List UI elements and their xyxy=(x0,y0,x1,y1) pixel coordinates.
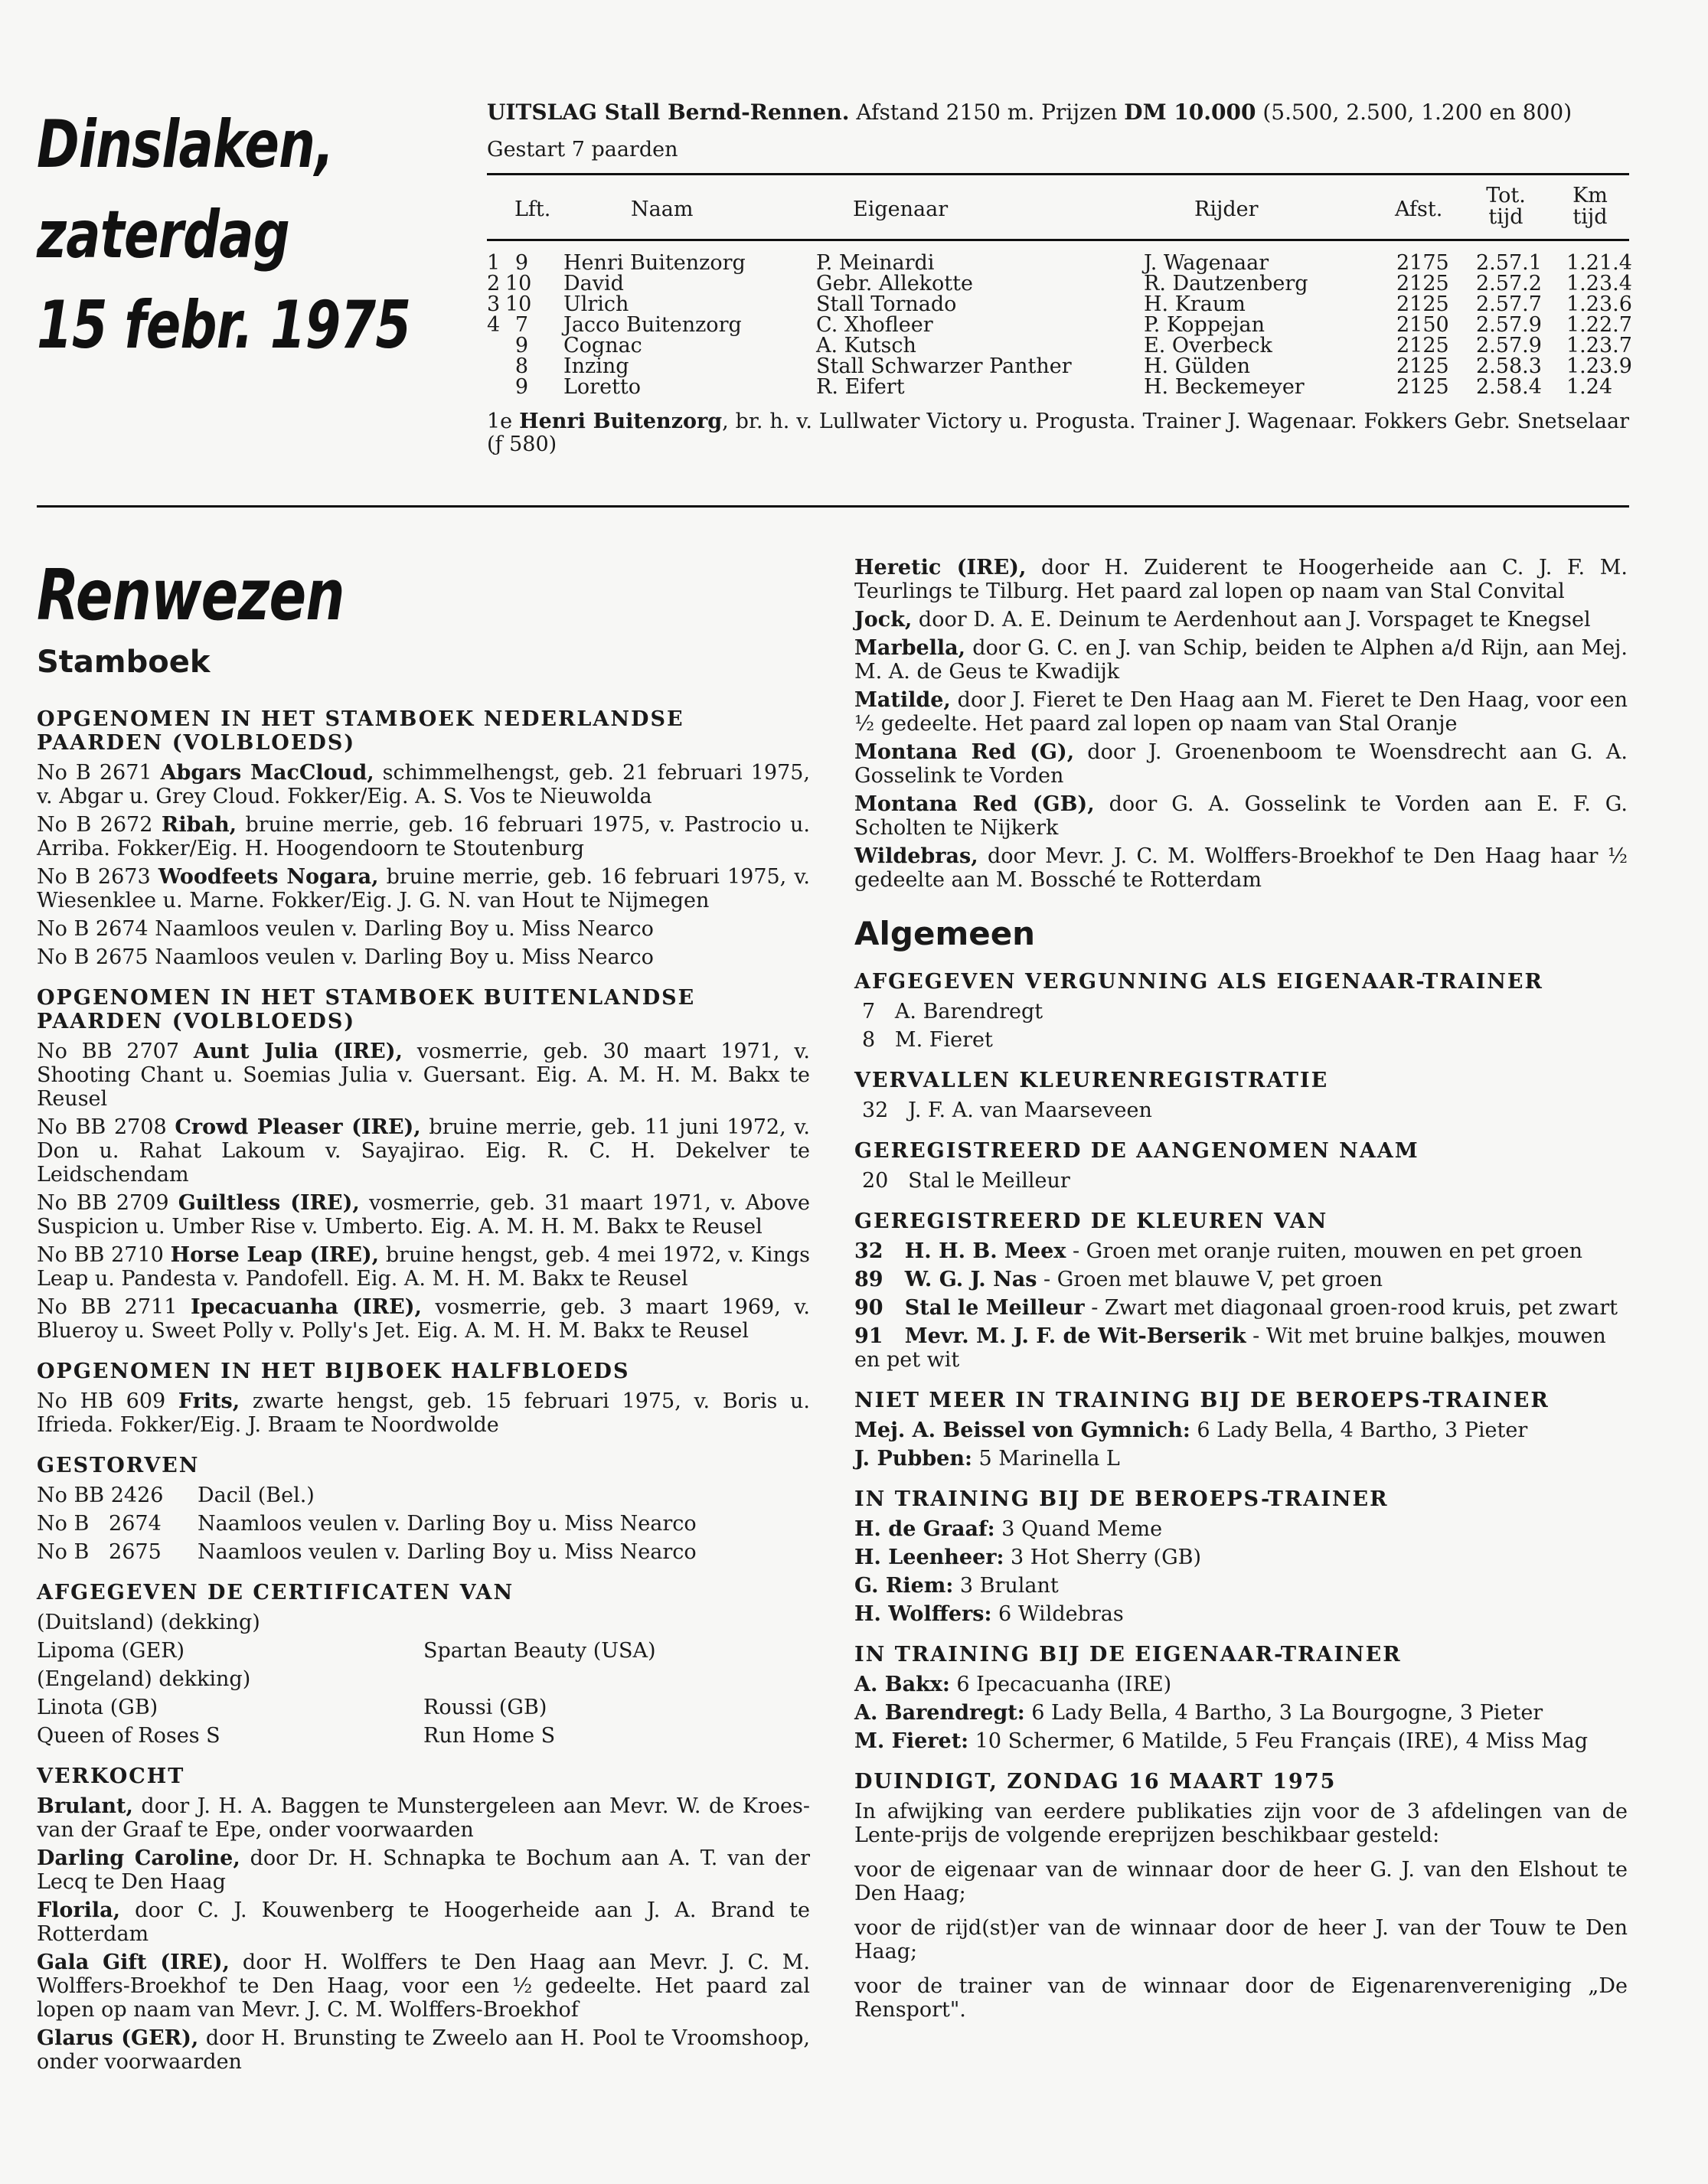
result-cell-rider: E. Overbeck xyxy=(1144,334,1272,357)
result-cell-km: 1.23.9 xyxy=(1566,354,1632,378)
stamboek-bb-entry-bold: Horse Leap (IRE), xyxy=(170,1243,380,1267)
stamboek-bb-entry-bold: Aunt Julia (IRE), xyxy=(193,1040,403,1063)
stamboek-entry-bold: Abgars MacCloud, xyxy=(160,761,374,785)
result-cell-tot: 2.57.1 xyxy=(1476,251,1542,275)
section-training-beroeps: IN TRAINING BIJ DE BEROEPS-TRAINER xyxy=(854,1487,1389,1511)
verkocht-entry-bold: Brulant, xyxy=(37,1794,133,1818)
certificaat-left: Queen of Roses S xyxy=(37,1724,220,1748)
verkocht-entry-bold: Wildebras, xyxy=(854,844,978,868)
result-cell-age: 9 xyxy=(514,375,528,399)
result-started: Gestart 7 paarden xyxy=(487,138,678,162)
section-training-eigenaar-entry xyxy=(854,1729,1628,1753)
section-stamboek-buitenland: OPGENOMEN IN HET STAMBOEK BUITENLANDSE PAARDEN (VOLBLOEDS) xyxy=(37,986,696,1033)
section-training-beroeps-entry xyxy=(854,1574,1628,1598)
result-intro-bold: UITSLAG Stall Bernd-Rennen. xyxy=(487,100,850,125)
section-certificaten: AFGEGEVEN DE CERTIFICATEN VAN xyxy=(37,1581,514,1605)
stamboek-bb-entry xyxy=(37,1243,810,1291)
certificaat-row xyxy=(37,1696,810,1719)
section-niet-meer-training-entry-bold: Mej. A. Beissel von Gymnich: xyxy=(854,1418,1190,1442)
certificaat-row xyxy=(37,1724,810,1748)
result-cell-owner: Stall Schwarzer Panther xyxy=(816,354,1072,378)
stamboek-entry-rest: Naamloos veulen v. Darling Boy u. Miss Nearco xyxy=(155,917,654,941)
section-training-beroeps-entry-bold: H. de Graaf: xyxy=(854,1517,995,1541)
kleuren-owner: 89 W. G. J. Nas xyxy=(854,1268,1037,1291)
stamboek-entry-rest: bruine merrie, geb. 16 februari 1975, v. Wiesenklee u. Marne. Fokker/Eig. J. G. N. van Hout te Nijmegen xyxy=(37,865,810,912)
kleuren-desc: - Groen met blauwe V, pet groen xyxy=(1037,1268,1383,1291)
certificaat-left: (Engeland) dekking) xyxy=(37,1667,251,1691)
stamboek-entry xyxy=(37,917,810,941)
verkocht-entry xyxy=(854,792,1628,840)
winner-note-name: Henri Buitenzorg xyxy=(519,410,723,433)
stamboek-entry-rest: bruine merrie, geb. 16 februari 1975, v. Pastrocio u. Arriba. Fokker/Eig. H. Hoogendoorn te Stoutenburg xyxy=(37,813,810,860)
result-cell-dist: 2150 xyxy=(1396,313,1449,337)
section-stamboek-nl: OPGENOMEN IN HET STAMBOEK NEDERLANDSE PAARDEN (VOLBLOEDS) xyxy=(37,707,684,755)
result-cell-rider: J. Wagenaar xyxy=(1144,251,1269,275)
result-cell-name: Cognac xyxy=(563,334,642,357)
verkocht-entry-rest: door J. Fieret te Den Haag aan M. Fieret te Den Haag, voor een ½ gedeelte. Het paard zal lopen op naam van Stal Oranje xyxy=(854,688,1628,736)
stamboek-bb-entry-rest: vosmerrie, geb. 3 maart 1969, v. Blueroy u. Sweet Polly v. Polly's Jet. Eig. A. M. H. M. Bakx te Reusel xyxy=(37,1295,810,1343)
stamboek-bb-entry-id: No BB 2707 xyxy=(37,1040,194,1063)
result-cell-name: Jacco Buitenzorg xyxy=(563,313,742,337)
kleuren-owner: 91 Mevr. M. J. F. de Wit-Berserik xyxy=(854,1324,1246,1348)
result-cell-km: 1.24 xyxy=(1566,375,1613,399)
result-cell-dist: 2125 xyxy=(1396,334,1449,357)
result-header-rule xyxy=(487,239,1629,241)
result-cell-age: 9 xyxy=(514,251,528,275)
verkocht-entry-bold: Jock, xyxy=(854,608,913,632)
stamboek-bb-entry-id: No BB 2709 xyxy=(37,1191,178,1215)
section-training-eigenaar-entry-rest: 10 Schermer, 6 Matilde, 5 Feu Français (IRE), 4 Miss Mag xyxy=(968,1729,1588,1753)
duindigt-paragraph: voor de trainer van de winnaar door de Eigenarenvereniging „De Rensport". xyxy=(854,1974,1628,2022)
result-cell-age: 8 xyxy=(514,354,528,378)
kleuren-entry xyxy=(854,1268,1628,1291)
col-tot-tijd: Tot. tijd xyxy=(1486,184,1526,229)
verkocht-entry-rest: door J. H. A. Baggen te Munstergeleen aan Mevr. W. de Kroes-van der Graaf te Epe, onder voorwaarden xyxy=(37,1794,810,1842)
result-cell-km: 1.22.7 xyxy=(1566,313,1632,337)
certificaat-left: Linota (GB) xyxy=(37,1696,158,1719)
result-cell-rider: H. Kraum xyxy=(1144,292,1246,316)
verkocht-entry xyxy=(37,1898,810,1946)
winner-note xyxy=(487,410,1629,456)
section-training-eigenaar-entry-bold: A. Barendregt: xyxy=(854,1701,1025,1725)
section-niet-meer-training-entry xyxy=(854,1447,1628,1471)
result-cell-place: 1 xyxy=(487,251,501,275)
verkocht-entry-bold: Marbella, xyxy=(854,636,966,660)
section-training-beroeps-entry-bold: G. Riem: xyxy=(854,1574,954,1598)
result-intro-rest: Afstand 2150 m. Prijzen xyxy=(849,100,1125,125)
col-afst: Afst. xyxy=(1395,198,1443,221)
verkocht-entry xyxy=(854,688,1628,736)
stamboek-entry xyxy=(37,945,810,969)
verkocht-entry-bold: Montana Red (G), xyxy=(854,740,1075,764)
section-training-eigenaar-entry-bold: A. Bakx: xyxy=(854,1673,950,1696)
verkocht-entry xyxy=(37,1951,810,2022)
section-vergunning: AFGEGEVEN VERGUNNING ALS EIGENAAR-TRAINER xyxy=(854,970,1543,994)
gestorven-text: Naamloos veulen v. Darling Boy u. Miss Nearco xyxy=(198,1540,697,1564)
section-training-beroeps-entry xyxy=(854,1602,1628,1626)
bijboek-entry-bold: Frits, xyxy=(178,1389,240,1413)
section-vergunning-item: 7 A. Barendregt xyxy=(862,1000,1043,1023)
left-column xyxy=(37,690,810,2078)
col-naam: Naam xyxy=(631,198,694,221)
result-cell-rider: R. Dautzenberg xyxy=(1144,272,1308,295)
kleuren-desc: - Groen met oranje ruiten, mouwen en pet groen xyxy=(1066,1239,1583,1263)
stamboek-bb-entry-id: No BB 2711 xyxy=(37,1295,191,1319)
stamboek-entry-id: No B 2671 xyxy=(37,761,161,785)
verkocht-entry xyxy=(854,636,1628,684)
event-title xyxy=(37,100,410,371)
section-training-beroeps-entry xyxy=(854,1517,1628,1541)
result-cell-place: 3 xyxy=(487,292,501,316)
verkocht-entry-rest: door H. Wolffers te Den Haag aan Mevr. J. C. M. Wolffers-Broekhof te Den Haag, voor een ½ gedeelte. Het paard zal lopen op naam van Mevr. J. C. M. Wolffers-Broekhof xyxy=(37,1951,811,2022)
section-duindigt: DUINDIGT, ZONDAG 16 MAART 1975 xyxy=(854,1770,1337,1794)
gestorven-entry xyxy=(37,1512,810,1536)
section-niet-meer-training-entry-rest: 6 Lady Bella, 4 Bartho, 3 Pieter xyxy=(1190,1418,1528,1442)
duindigt-paragraph: voor de eigenaar van de winnaar door de heer G. J. van den Elshout te Den Haag; xyxy=(854,1858,1628,1905)
result-cell-tot: 2.58.4 xyxy=(1476,375,1542,399)
result-prize: DM 10.000 xyxy=(1124,100,1256,125)
kleuren-desc: - Wit met bruine balkjes, mouwen en pet wit xyxy=(854,1324,1606,1372)
result-top-rule xyxy=(487,173,1629,175)
kleuren-entry xyxy=(854,1296,1628,1320)
result-cell-dist: 2125 xyxy=(1396,354,1449,378)
stamboek-entry-id: No B 2675 xyxy=(37,945,155,969)
verkocht-entry-bold: Gala Gift (IRE), xyxy=(37,1951,230,1974)
duindigt-paragraph: voor de rijd(st)er van de winnaar door de heer J. van der Touw te Den Haag; xyxy=(854,1916,1628,1964)
section-training-beroeps-entry-bold: H. Leenheer: xyxy=(854,1546,1004,1569)
event-title-line-2: zaterdag xyxy=(37,197,290,273)
section-aangenomen-naam: GEREGISTREERD DE AANGENOMEN NAAM xyxy=(854,1139,1419,1163)
result-cell-place: 4 xyxy=(487,313,501,337)
result-cell-km: 1.23.6 xyxy=(1566,292,1632,316)
verkocht-entry-bold: Glarus (GER), xyxy=(37,2026,199,2050)
stamboek-bb-entry-rest: vosmerrie, geb. 30 maart 1971, v. Shooting Chant u. Soemias Julia v. Guersant. Eig. A. M. H. M. Bakx te Reusel xyxy=(37,1040,810,1111)
section-training-beroeps-entry-rest: 3 Hot Sherry (GB) xyxy=(1004,1546,1202,1569)
section-training-beroeps-entry xyxy=(854,1546,1628,1569)
stamboek-bb-entry-id: No BB 2710 xyxy=(37,1243,171,1267)
section-heading-algemeen: Algemeen xyxy=(854,915,1036,952)
section-niet-meer-training-entry-rest: 5 Marinella L xyxy=(972,1447,1120,1471)
section-vervallen: VERVALLEN KLEURENREGISTRATIE xyxy=(854,1069,1329,1092)
section-training-beroeps-entry-rest: 3 Brulant xyxy=(953,1574,1059,1598)
kleuren-owner: 90 Stal le Meilleur xyxy=(854,1296,1085,1320)
verkocht-entry-rest: door D. A. E. Deinum te Aerdenhout aan J. Vorspaget te Knegsel xyxy=(912,608,1591,632)
verkocht-entry-rest: door H. Brunsting te Zweelo aan H. Pool te Vroomshoop, onder voorwaarden xyxy=(37,2026,810,2074)
col-rijder: Rijder xyxy=(1194,198,1259,221)
verkocht-entry xyxy=(854,608,1628,632)
result-cell-name: Henri Buitenzorg xyxy=(563,251,746,275)
section-training-eigenaar: IN TRAINING BIJ DE EIGENAAR-TRAINER xyxy=(854,1643,1402,1667)
winner-note-prefix: 1e xyxy=(487,410,520,433)
section-training-eigenaar-entry-rest: 6 Lady Bella, 4 Bartho, 3 La Bourgogne, 3 Pieter xyxy=(1024,1701,1543,1725)
stamboek-bb-entry-bold: Guiltless (IRE), xyxy=(178,1191,360,1215)
kleuren-owner: 32 H. H. B. Meex xyxy=(854,1239,1066,1263)
stamboek-bb-entry-bold: Crowd Pleaser (IRE), xyxy=(175,1115,421,1139)
stamboek-bb-entry-rest: vosmerrie, geb. 31 maart 1971, v. Above Suspicion u. Umber Rise v. Umberto. Eig. A. M. H. M. Bakx te Reusel xyxy=(37,1191,810,1239)
result-cell-rider: H. Gülden xyxy=(1144,354,1250,378)
certificaat-left: (Duitsland) (dekking) xyxy=(37,1611,260,1634)
gestorven-entry xyxy=(37,1540,810,1564)
verkocht-entry-bold: Florila, xyxy=(37,1898,121,1922)
winner-note-rest: , br. h. v. Lullwater Victory u. Progusta. Trainer J. Wagenaar. Fokkers Gebr. Snetselaar (ƒ 580) xyxy=(487,410,1629,456)
section-training-beroeps-entry-rest: 6 Wildebras xyxy=(991,1602,1124,1626)
col-lft: Lft. xyxy=(514,198,551,221)
certificaat-left: Lipoma (GER) xyxy=(37,1639,185,1663)
certificaat-right: Spartan Beauty (USA) xyxy=(423,1639,656,1663)
bijboek-entry-rest: zwarte hengst, geb. 15 februari 1975, v. Boris u. Ifrieda. Fokker/Eig. J. Braam te Noordwolde xyxy=(37,1389,810,1437)
stamboek-entry-rest: schimmelhengst, geb. 21 februari 1975, v. Abgar u. Grey Cloud. Fokker/Eig. A. S. Vos te Nieuwolda xyxy=(37,761,811,808)
stamboek-bb-entry-rest: bruine merrie, geb. 11 juni 1972, v. Don u. Rahat Lakoum v. Sayajirao. Eig. R. C. H. Dekelver te Leidschendam xyxy=(37,1115,810,1187)
result-cell-owner: Stall Tornado xyxy=(816,292,957,316)
result-cell-km: 1.23.4 xyxy=(1566,272,1632,295)
event-title-line-3: 15 febr. 1975 xyxy=(37,287,411,364)
section-divider xyxy=(37,505,1629,508)
result-cell-age: 9 xyxy=(514,334,528,357)
stamboek-bb-entry xyxy=(37,1115,810,1187)
verkocht-entry-rest: door Mevr. J. C. M. Wolffers-Broekhof te Den Haag haar ½ gedeelte aan M. Bossché te Rotterdam xyxy=(854,844,1628,892)
verkocht-entry xyxy=(854,556,1628,603)
section-training-eigenaar-entry-bold: M. Fieret: xyxy=(854,1729,969,1753)
section-training-eigenaar-entry xyxy=(854,1673,1628,1696)
result-cell-age: 10 xyxy=(505,272,532,295)
certificaat-row xyxy=(37,1667,810,1691)
result-cell-name: David xyxy=(563,272,624,295)
stamboek-entry-bold: Woodfeets Nogara, xyxy=(158,865,379,889)
stamboek-bb-entry-bold: Ipecacuanha (IRE), xyxy=(190,1295,422,1319)
result-cell-rider: H. Beckemeyer xyxy=(1144,375,1305,399)
section-kleuren: GEREGISTREERD DE KLEUREN VAN xyxy=(854,1210,1328,1233)
gestorven-text: Naamloos veulen v. Darling Boy u. Miss Nearco xyxy=(198,1512,697,1536)
gestorven-id: No B 2674 xyxy=(37,1512,162,1536)
verkocht-entry-rest: door C. J. Kouwenberg te Hoogerheide aan J. A. Brand te Rotterdam xyxy=(37,1898,810,1946)
stamboek-bb-entry-rest: bruine hengst, geb. 4 mei 1972, v. Kings Leap u. Pandesta v. Pandofell. Eig. A. M. H. M. Bakx te Reusel xyxy=(37,1243,811,1291)
result-cell-dist: 2175 xyxy=(1396,251,1449,275)
right-column xyxy=(854,556,1628,2032)
verkocht-entry xyxy=(37,1794,810,1842)
stamboek-bb-entry-id: No BB 2708 xyxy=(37,1115,175,1139)
section-heading-renwezen: Renwezen xyxy=(37,554,345,636)
stamboek-bb-entry xyxy=(37,1191,810,1239)
result-cell-rider: P. Koppejan xyxy=(1144,313,1265,337)
section-training-eigenaar-entry xyxy=(854,1701,1628,1725)
verkocht-entry-bold: Matilde, xyxy=(854,688,951,712)
stamboek-entry xyxy=(37,865,810,912)
col-km-tijd: Km tijd xyxy=(1572,184,1608,229)
verkocht-entry-rest: door Dr. H. Schnapka te Bochum aan A. T. van der Lecq te Den Haag xyxy=(37,1846,810,1894)
section-vergunning-item: 8 M. Fieret xyxy=(862,1028,993,1052)
result-cell-name: Inzing xyxy=(563,354,629,378)
bijboek-entry xyxy=(37,1389,810,1437)
verkocht-entry xyxy=(37,2026,810,2074)
verkocht-entry xyxy=(854,740,1628,788)
result-cell-dist: 2125 xyxy=(1396,375,1449,399)
stamboek-entry xyxy=(37,813,810,860)
subheading-stamboek: Stamboek xyxy=(37,645,211,680)
result-cell-tot: 2.58.3 xyxy=(1476,354,1542,378)
certificaat-right: Run Home S xyxy=(423,1724,556,1748)
result-cell-km: 1.23.7 xyxy=(1566,334,1632,357)
result-cell-name: Loretto xyxy=(563,375,642,399)
stamboek-bb-entry xyxy=(37,1295,810,1343)
section-niet-meer-training-entry xyxy=(854,1418,1628,1442)
verkocht-entry-bold: Montana Red (GB), xyxy=(854,792,1095,816)
verkocht-entry-bold: Darling Caroline, xyxy=(37,1846,240,1870)
section-aangenomen-naam-item: 20 Stal le Meilleur xyxy=(862,1169,1070,1193)
result-cell-owner: R. Eifert xyxy=(816,375,905,399)
result-cell-tot: 2.57.7 xyxy=(1476,292,1542,316)
certificaat-right: Roussi (GB) xyxy=(423,1696,547,1719)
gestorven-text: Dacil (Bel.) xyxy=(198,1484,315,1507)
stamboek-entry-bold: Ribah, xyxy=(161,813,237,837)
stamboek-entry-id: No B 2673 xyxy=(37,865,158,889)
stamboek-bb-entry xyxy=(37,1040,810,1111)
result-cell-dist: 2125 xyxy=(1396,292,1449,316)
section-niet-meer-training: NIET MEER IN TRAINING BIJ DE BEROEPS-TRAINER xyxy=(854,1389,1550,1412)
kleuren-entry xyxy=(854,1324,1628,1372)
section-niet-meer-training-entry-bold: J. Pubben: xyxy=(854,1447,972,1471)
kleuren-desc: - Zwart met diagonaal groen-rood kruis, pet zwart xyxy=(1084,1296,1618,1320)
stamboek-entry-id: No B 2674 xyxy=(37,917,155,941)
event-title-line-1: Dinslaken, xyxy=(37,106,334,183)
stamboek-entry xyxy=(37,761,810,808)
kleuren-entry xyxy=(854,1239,1628,1263)
stamboek-entry-id: No B 2672 xyxy=(37,813,162,837)
stamboek-entry-rest: Naamloos veulen v. Darling Boy u. Miss Nearco xyxy=(155,945,654,969)
section-bijboek: OPGENOMEN IN HET BIJBOEK HALFBLOEDS xyxy=(37,1360,630,1383)
result-cell-name: Ulrich xyxy=(563,292,629,316)
verkocht-entry-bold: Heretic (IRE), xyxy=(854,556,1027,579)
bijboek-entry-id: No HB 609 xyxy=(37,1389,178,1413)
result-cell-age: 10 xyxy=(505,292,532,316)
result-prize-rest: (5.500, 2.500, 1.200 en 800) xyxy=(1256,100,1572,125)
verkocht-entry-rest: door J. Groenenboom te Woensdrecht aan G. A. Gosselink te Vorden xyxy=(854,740,1628,788)
result-cell-age: 7 xyxy=(514,313,528,337)
result-intro xyxy=(487,101,1635,124)
verkocht-entry-rest: door G. A. Gosselink te Vorden aan E. F. G. Scholten te Nijkerk xyxy=(854,792,1628,840)
result-cell-owner: A. Kutsch xyxy=(816,334,916,357)
verkocht-entry-rest: door H. Zuiderent te Hoogerheide aan C. J. F. M. Teurlings te Tilburg. Het paard zal lopen op naam van Stal Convital xyxy=(854,556,1628,603)
result-cell-owner: P. Meinardi xyxy=(816,251,935,275)
result-cell-place: 2 xyxy=(487,272,501,295)
verkocht-entry xyxy=(854,844,1628,892)
result-cell-dist: 2125 xyxy=(1396,272,1449,295)
verkocht-entry-rest: door G. C. en J. van Schip, beiden te Alphen a/d Rijn, aan Mej. M. A. de Geus te Kwadijk xyxy=(854,636,1628,684)
col-eigenaar: Eigenaar xyxy=(853,198,949,221)
section-training-beroeps-entry-bold: H. Wolffers: xyxy=(854,1602,992,1626)
section-training-eigenaar-entry-rest: 6 Ipecacuanha (IRE) xyxy=(949,1673,1172,1696)
verkocht-entry xyxy=(37,1846,810,1894)
duindigt-paragraph: In afwijking van eerdere publikaties zijn voor de 3 afdelingen van de Lente-prijs de volgende ereprijzen beschikbaar gesteld: xyxy=(854,1800,1628,1847)
section-gestorven: GESTORVEN xyxy=(37,1454,200,1477)
section-verkocht: VERKOCHT xyxy=(37,1765,185,1788)
result-cell-tot: 2.57.9 xyxy=(1476,334,1542,357)
gestorven-entry xyxy=(37,1484,810,1507)
section-vervallen-item: 32 J. F. A. van Maarseveen xyxy=(862,1099,1152,1122)
gestorven-id: No B 2675 xyxy=(37,1540,162,1564)
result-cell-tot: 2.57.9 xyxy=(1476,313,1542,337)
result-cell-owner: C. Xhofleer xyxy=(816,313,933,337)
gestorven-id: No BB 2426 xyxy=(37,1484,164,1507)
section-training-beroeps-entry-rest: 3 Quand Meme xyxy=(994,1517,1163,1541)
result-cell-km: 1.21.4 xyxy=(1566,251,1632,275)
certificaat-row xyxy=(37,1639,810,1663)
certificaat-row xyxy=(37,1611,810,1634)
result-cell-owner: Gebr. Allekotte xyxy=(816,272,973,295)
result-cell-tot: 2.57.2 xyxy=(1476,272,1542,295)
